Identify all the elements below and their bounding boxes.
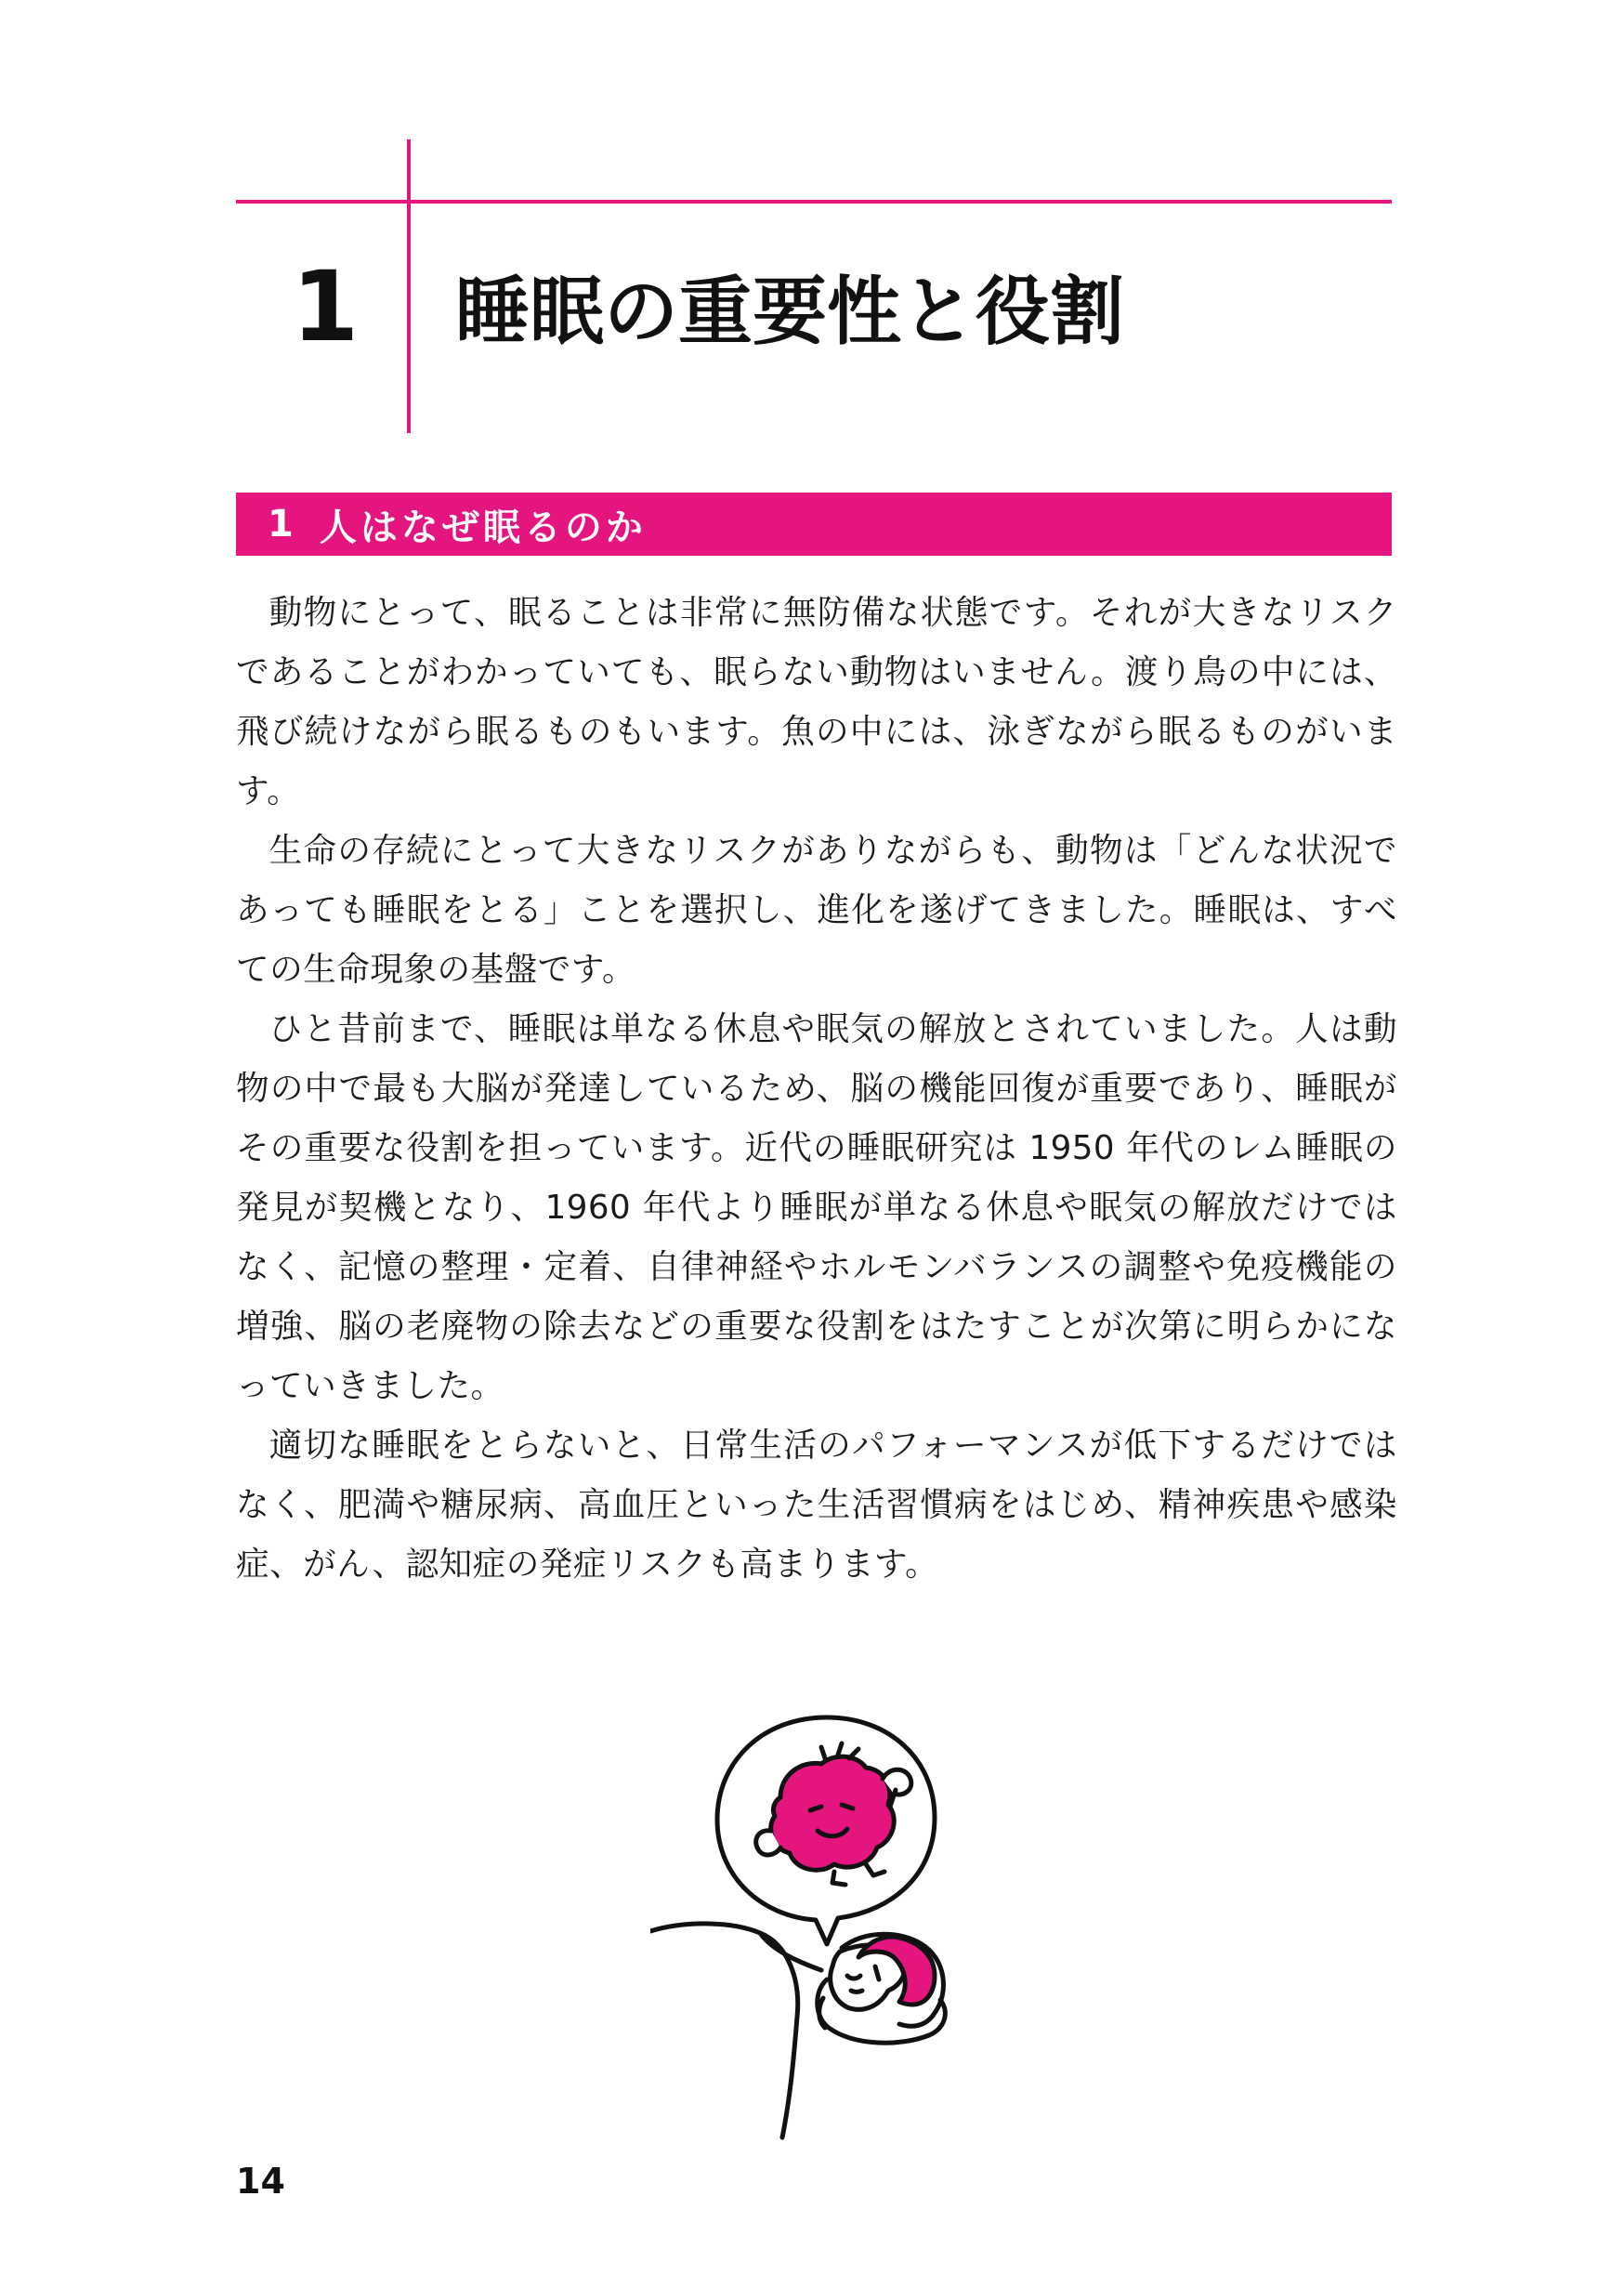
- section-title: 人はなぜ眠るのか: [319, 506, 647, 549]
- page-number: 14: [236, 2161, 285, 2202]
- paragraph: 生命の存続にとって大きなリスクがありながらも、動物は「どんな状況であっても睡眠をとる」ことを選択し、進化を遂げてきました。睡眠は、すべての生命現象の基盤です。: [236, 832, 1397, 989]
- body-text: [236, 584, 1397, 1595]
- section-number: 1: [268, 503, 294, 546]
- chapter-rule-vertical: [407, 139, 411, 433]
- chapter-number: 1: [291, 250, 360, 363]
- section-heading-bar: [236, 493, 1392, 556]
- sleeping-person-icon: [650, 1924, 945, 2137]
- paragraph: ひと昔前まで、睡眠は単なる休息や眠気の解放とされていました。人は動物の中で最も大脳が発達しているため、脳の機能回復が重要であり、睡眠がその重要な役割を担っています。近代の睡眠研究は 1950 年代のレム睡眠の発見が契機となり、1960 年代より睡眠が単なる休息や眠気の解放だけではなく、記憶の整理・定着、自律神経やホルモンバランスの調整や免疫機能の増強、脳の老廃物の除去などの重要な役割をはたすことが次第に明らかになっていきました。: [236, 1010, 1397, 1405]
- paragraph: 適切な睡眠をとらないと、日常生活のパフォーマンスが低下するだけではなく、肥満や糖尿病、高血圧といった生活習慣病をはじめ、精神疾患や感染症、がん、認知症の発症リスクも高まります。: [236, 1427, 1397, 1584]
- chapter-title: 睡眠の重要性と役割: [455, 269, 1124, 355]
- brain-character-icon: [756, 1743, 911, 1885]
- paragraph: 動物にとって、眠ることは非常に無防備な状態です。それが大きなリスクであることがわかっていても、眠らない動物はいません。渡り鳥の中には、飛び続けながら眠るものもいます。魚の中には、泳ぎながら眠るものがいます。: [236, 594, 1397, 810]
- sleeping-person-illustration: [650, 1701, 1003, 2147]
